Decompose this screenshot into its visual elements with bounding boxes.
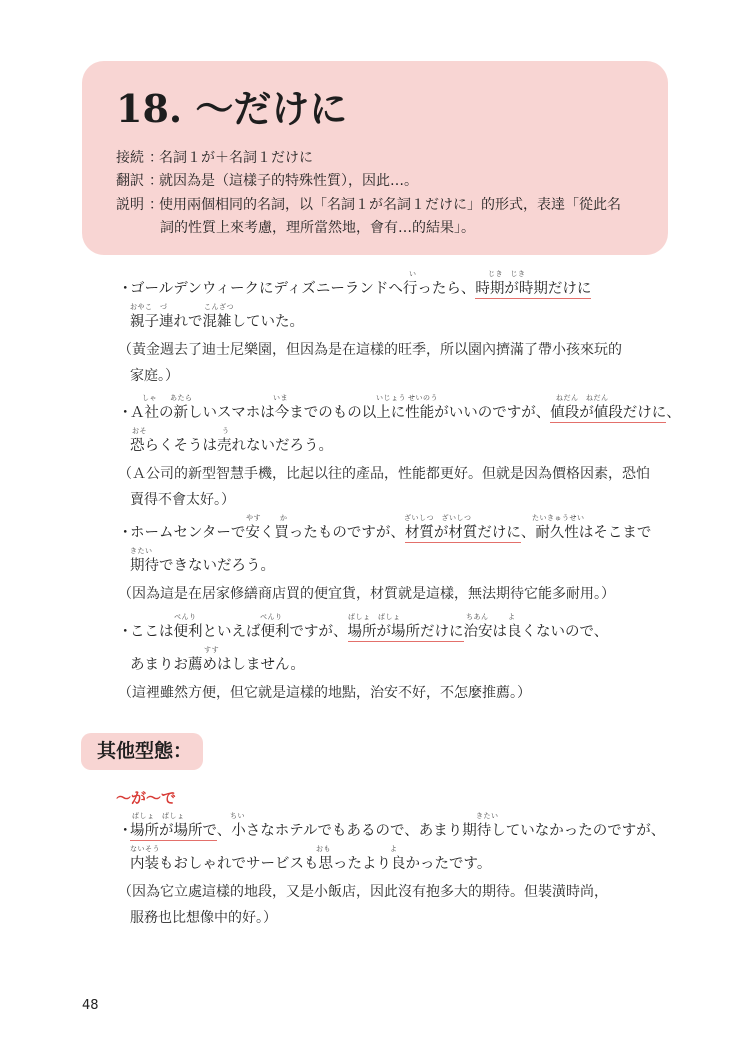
ruby: いま	[273, 394, 288, 402]
example-3-jp-text: ホームセンターで安く買ったものですが、	[130, 525, 405, 541]
example-4-translation-1: （這裡雖然方便，但它就是這樣的地點，治安不好，不怎麼推薦。）	[118, 685, 531, 701]
sub-pattern: ～が～で	[116, 789, 177, 807]
example-4-jp-text-2: あまりお薦めはしません。	[130, 657, 305, 673]
example-2-translation-1: （Ａ公司的新型智慧手機，比起以往的產品，性能都更好。但就是因為價格因素，恐怕	[118, 466, 650, 482]
example-1-translation-1: （黃金週去了迪士尼樂園，但因為是在這樣的旺季，所以園內擠滿了帶小孩來玩的	[118, 342, 622, 358]
other-example-jp-line-1	[118, 810, 678, 843]
connection-text: 名詞１が＋名詞１だけに	[159, 150, 313, 166]
example-2-jp-text-2: 恐らくそうは売れないだろう。	[130, 438, 333, 454]
explanation-label: 説明	[116, 197, 144, 213]
ruby: しゃ	[142, 394, 157, 402]
grammar-header-box	[82, 61, 668, 255]
bullet: ・	[118, 525, 133, 541]
example-4	[118, 611, 678, 705]
bullet: ・	[118, 405, 133, 421]
example-2-jp-text-post: 、	[666, 405, 681, 421]
translation-text: 就因為是（這樣子的特殊性質），因此…。	[159, 173, 418, 189]
explanation-line-2: 詞的性質上來考慮，理所當然地，會有…的結果」。	[160, 220, 475, 236]
other-example-jp-text-post: 、小さなホテルでもあるので、あまり期待していなかったのですが、	[216, 823, 666, 839]
ruby: きたい	[476, 812, 499, 820]
example-2-jp-line-1	[118, 392, 681, 425]
connection-label: 接続	[116, 150, 144, 166]
other-example-jp-line-2	[118, 843, 678, 876]
other-example-highlight: 場所が場所で	[130, 823, 217, 839]
example-2-translation-2: 賣得不會太好。）	[130, 492, 235, 508]
ruby: きたい	[130, 547, 153, 555]
ruby: ばしょ ばしょ	[132, 812, 185, 820]
example-2	[118, 392, 681, 512]
example-4-jp-text-post: 治安は良くないので、	[463, 624, 609, 640]
example-2-jp-line-2	[118, 425, 678, 458]
explanation-line-1: 使用兩個相同的名詞，以「名詞１が名詞１だけに」的形式，表達「從此名	[159, 197, 621, 213]
ruby: こんざつ	[204, 303, 234, 311]
translation-label: 翻訳	[116, 173, 144, 189]
page-number: 48	[82, 998, 99, 1013]
example-1-highlight: 時期が時期だけに	[475, 281, 592, 297]
other-forms-label: 其他型態：	[97, 740, 193, 762]
ruby: ちい	[230, 812, 245, 820]
ruby: よ	[390, 845, 398, 853]
ruby: おやこ づ	[130, 303, 168, 311]
ruby: う	[222, 427, 230, 435]
example-3-translation-1: （因為這是在居家修繕商店買的便宜貨，材質就是這樣，無法期待它能多耐用。）	[118, 586, 615, 602]
ruby: か	[280, 514, 288, 522]
ruby: あたら	[170, 394, 193, 402]
example-4-highlight: 場所が場所だけに	[347, 624, 464, 640]
ruby: たいきゅうせい	[532, 514, 585, 522]
ruby: いじょう	[376, 394, 406, 402]
example-1-jp-line-2	[118, 301, 678, 334]
ruby: ざいしつ ざいしつ	[404, 514, 472, 522]
other-forms-tag	[81, 733, 203, 770]
example-4-jp-line-2	[118, 644, 678, 677]
ruby: おも	[316, 845, 331, 853]
bullet: ・	[118, 624, 133, 640]
ruby: ちあん	[466, 613, 489, 621]
example-1-translation-2: 家庭。）	[130, 368, 179, 384]
bullet: ・	[118, 281, 133, 297]
example-1-jp-line-1	[118, 268, 678, 301]
ruby: べんり	[174, 613, 197, 621]
example-4-jp-text: ここは便利といえば便利ですが、	[130, 624, 348, 640]
example-3	[118, 512, 678, 606]
example-2-jp-text: Ａ社の新しいスマホは今までのもの以上に性能がいいのですが、	[130, 405, 551, 421]
ruby: ないそう	[130, 845, 160, 853]
ruby: やす	[246, 514, 261, 522]
connection-row	[116, 148, 313, 168]
connection-colon: ：	[149, 150, 163, 166]
bullet: ・	[118, 823, 133, 839]
example-3-jp-text-2: 期待できないだろう。	[130, 558, 275, 574]
ruby: すす	[204, 646, 220, 654]
translation-colon: ：	[149, 173, 163, 189]
ruby: よ	[508, 613, 516, 621]
ruby: ねだん ねだん	[556, 394, 609, 402]
explanation-row	[116, 195, 621, 215]
example-3-jp-line-2	[118, 545, 678, 578]
other-example-jp-text-2: 内装もおしゃれでサービスも思ったより良かったです。	[130, 856, 492, 872]
example-1-jp-text-2: 親子連れで混雑していた。	[130, 314, 304, 330]
other-example-translation-1: （因為它立處這樣的地段，又是小飯店，因此沒有抱多大的期待。但裝潢時尚，	[118, 884, 608, 900]
example-3-highlight: 材質が材質だけに	[404, 525, 521, 541]
example-1-jp-text: ゴールデンウィークにディズニーランドへ行ったら、	[130, 281, 476, 297]
other-example-translation-2: 服務也比想像中的好。）	[130, 910, 277, 926]
example-2-highlight: 値段が値段だけに	[550, 405, 667, 421]
ruby: ばしょ ばしょ	[348, 613, 401, 621]
explanation-colon: ：	[149, 197, 163, 213]
example-4-jp-line-1	[118, 611, 678, 644]
ruby: べんり	[260, 613, 283, 621]
ruby: い	[409, 270, 417, 278]
grammar-title: 18. ～だけに	[116, 86, 348, 131]
ruby: おそ	[132, 427, 147, 435]
example-3-jp-line-1	[118, 512, 678, 545]
example-1	[118, 268, 678, 388]
other-example	[118, 810, 678, 930]
ruby: じき じき	[488, 270, 526, 278]
example-3-jp-text-post: 、耐久性はそこまで	[520, 525, 652, 541]
ruby: せいのう	[408, 394, 438, 402]
translation-row	[116, 171, 418, 191]
